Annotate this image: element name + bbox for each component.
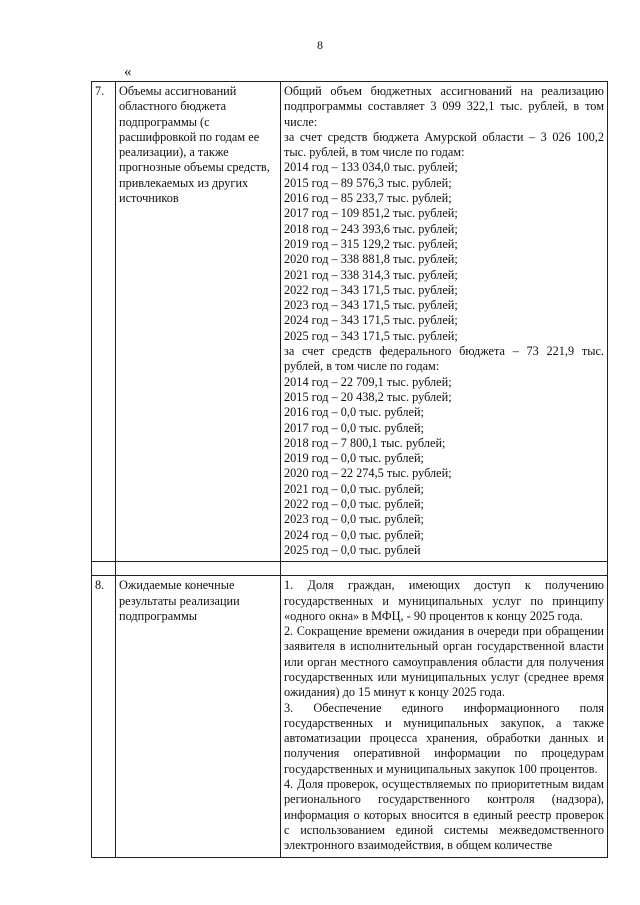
spacer-cell <box>281 562 608 576</box>
regional-year-item: 2018 год – 243 393,6 тыс. рублей; <box>284 221 458 236</box>
table-spacer-row <box>92 562 608 576</box>
opening-quote-mark: « <box>124 64 132 80</box>
federal-year-item: 2014 год – 22 709,1 тыс. рублей; <box>284 374 452 389</box>
result-item: 3. Обеспечение единого информационного поля государственных и муниципальных закупок, а также автоматизации процесса хранения, обработки данных и получения оперативной информации по процедурам государственных и муниципальных закупок 100 процентов. <box>284 700 604 776</box>
regional-year-item: 2020 год – 338 881,8 тыс. рублей; <box>284 252 458 267</box>
row-name-cell <box>116 576 281 857</box>
federal-year-item: 2023 год – 0,0 тыс. рублей; <box>284 512 424 527</box>
regional-year-item: 2021 год – 338 314,3 тыс. рублей; <box>284 267 458 282</box>
regional-year-item: 2023 год – 343 171,5 тыс. рублей; <box>284 298 458 313</box>
table-row-8 <box>92 576 608 857</box>
federal-year-item: 2022 год – 0,0 тыс. рублей; <box>284 497 424 512</box>
federal-year-item: 2020 год – 22 274,5 тыс. рублей; <box>284 466 452 481</box>
regional-year-item: 2016 год – 85 233,7 тыс. рублей; <box>284 191 452 206</box>
row-content-cell <box>281 82 608 562</box>
spacer-cell <box>116 562 281 576</box>
federal-year-item: 2016 год – 0,0 тыс. рублей; <box>284 405 424 420</box>
federal-year-item: 2019 год – 0,0 тыс. рублей; <box>284 451 424 466</box>
row-name-cell <box>116 82 281 562</box>
result-item: 1. Доля граждан, имеющих доступ к получению государственных и муниципальных услуг по принципу «одного окна» в МФЦ, - 90 процентов к концу 2025 года. <box>284 578 604 623</box>
row-name: Объемы ассигнований областного бюджета подпрограммы (с расшифровкой по годам ее реализации), а также прогнозные объемы средств, привлекаемых из других источников <box>119 84 270 206</box>
row-content-cell <box>281 576 608 857</box>
federal-year-item: 2015 год – 20 438,2 тыс. рублей; <box>284 389 452 404</box>
result-item: 4. Доля проверок, осуществляемых по приоритетным видам регионального государственного контроля (надзора), информация о которых вносится в единый реестр проверок с использованием единой системы межведомственного электронного взаимодействия, в общем количестве <box>284 777 604 853</box>
regional-year-item: 2025 год – 343 171,5 тыс. рублей; <box>284 328 458 343</box>
federal-year-list <box>284 375 604 559</box>
subprogram-passport-table <box>91 81 608 858</box>
row-number: 8. <box>92 576 116 857</box>
page-number: 8 <box>317 38 323 52</box>
regional-year-item: 2019 год – 315 129,2 тыс. рублей; <box>284 236 458 251</box>
row-name: Ожидаемые конечные результаты реализации подпрограммы <box>119 578 240 623</box>
federal-funding-heading: за счет средств федерального бюджета – 73 221,9 тыс. рублей, в том числе по годам: <box>284 344 604 374</box>
funding-intro: Общий объем бюджетных ассигнований на реализацию подпрограммы составляет 3 099 322,1 тыс. рублей, в том числе: <box>284 84 604 129</box>
row-number: 7. <box>92 82 116 562</box>
federal-year-item: 2018 год – 7 800,1 тыс. рублей; <box>284 435 446 450</box>
regional-year-item: 2014 год – 133 034,0 тыс. рублей; <box>284 160 458 175</box>
federal-year-item: 2024 год – 0,0 тыс. рублей; <box>284 527 424 542</box>
regional-year-item: 2022 год – 343 171,5 тыс. рублей; <box>284 282 458 297</box>
federal-year-item: 2025 год – 0,0 тыс. рублей <box>284 542 421 557</box>
federal-year-item: 2021 год – 0,0 тыс. рублей; <box>284 481 424 496</box>
regional-year-item: 2015 год – 89 576,3 тыс. рублей; <box>284 175 452 190</box>
regional-year-item: 2017 год – 109 851,2 тыс. рублей; <box>284 206 458 221</box>
regional-year-item: 2024 год – 343 171,5 тыс. рублей; <box>284 313 458 328</box>
table-row-7 <box>92 82 608 562</box>
regional-year-list <box>284 160 604 344</box>
spacer-cell <box>92 562 116 576</box>
federal-year-item: 2017 год – 0,0 тыс. рублей; <box>284 420 424 435</box>
result-item: 2. Сокращение времени ожидания в очереди при обращении заявителя в исполнительный орган государственной власти или орган местного самоуправления области для получения государственных или муниципальных услуг (среднее время ожидания) до 15 минут к концу 2025 года. <box>284 624 604 700</box>
regional-funding-heading: за счет средств бюджета Амурской области – 3 026 100,2 тыс. рублей, в том числе по годам: <box>284 129 604 160</box>
